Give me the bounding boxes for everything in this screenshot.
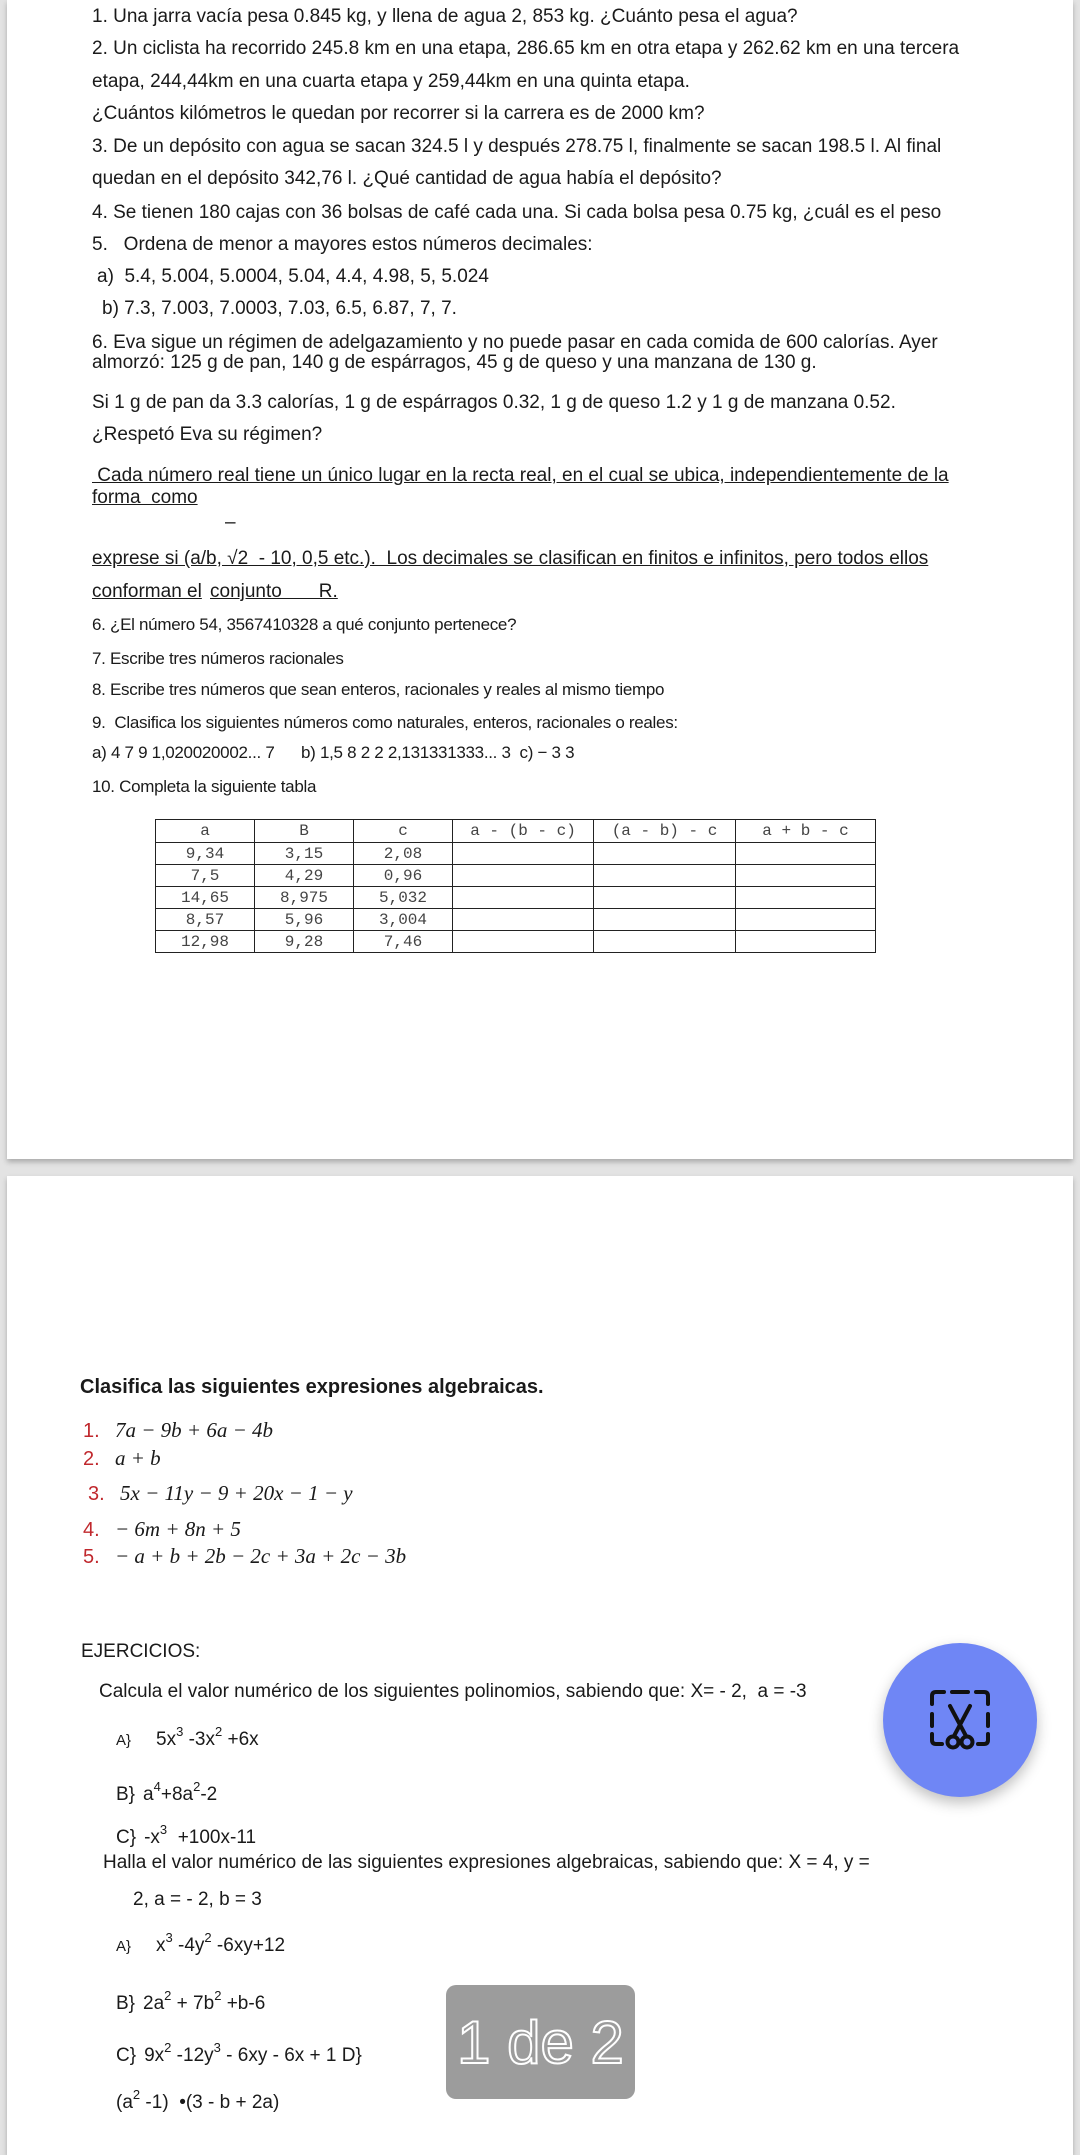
table-cell: 8,975 [255,887,354,909]
exponent: 3 [176,1724,184,1739]
screenshot-crop-button[interactable] [883,1643,1037,1797]
problem-6-question: ¿Respetó Eva su régimen? [92,424,323,445]
table-cell: 3,15 [255,843,354,865]
table-cell [736,843,876,865]
item-label: A} [116,1938,132,1955]
item-number: 1. [83,1420,100,1442]
expression: a + b [115,1446,161,1470]
list-item [88,1481,353,1507]
scissors-crop-icon [926,1688,994,1752]
exponent: 2 [215,1724,223,1739]
table-cell: 9,28 [255,931,354,953]
values-table [155,819,876,953]
table-cell [594,909,736,931]
table-cell: 9,34 [156,843,255,865]
item-label: A} [116,1732,132,1749]
problem-6-data: Si 1 g de pan da 3.3 calorías, 1 g de espárragos 0.32, 1 g de queso 1.2 y 1 g de manzana 0.52. [92,392,896,413]
question-9: 9. Clasifica los siguientes números como naturales, enteros, racionales o reales: [92,713,678,732]
expression: 5x − 11y − 9 + 20x − 1 − y [120,1481,353,1505]
table-cell [594,931,736,953]
real-numbers-text-3: conforman el [92,581,202,602]
calc-item-b [116,1779,218,1807]
term: 2a [143,1993,165,2014]
item-label: C} [116,1827,137,1848]
halla-instructions-cont: 2, a = - 2, b = 3 [133,1889,262,1910]
header-a-minus-b-minus-c: a - (b - c) [453,820,594,843]
list-item [83,1544,406,1570]
exponent: 3 [213,2040,221,2055]
problem-2-cont: etapa, 244,44km en una cuarta etapa y 259,44km en una quinta etapa. [92,71,690,92]
table-cell [453,909,594,931]
item-label: B} [116,1993,136,2014]
table-row [156,909,876,931]
classify-title: Clasifica las siguientes expresiones algebraicas. [80,1376,544,1398]
item-number: 3. [88,1483,105,1505]
table-row [156,931,876,953]
term: + 7b [171,1993,215,2014]
term: - 6xy - 6x + 1 D} [220,2045,362,2066]
problem-5b: b) 7.3, 7.003, 7.0003, 7.03, 6.5, 6.87, 7, 7. [102,298,457,319]
problem-4: 4. Se tienen 180 cajas con 36 bolsas de café cada una. Si cada bolsa pesa 0.75 kg, ¿cuál es el peso [92,202,942,223]
halla-item-a [116,1930,286,1959]
header-b: B [255,820,354,843]
table-cell [453,865,594,887]
term: -6xy+12 [211,1935,286,1956]
table-cell [594,843,736,865]
header-a-plus-b-minus-c: a + b - c [736,820,876,843]
term: +8a [160,1784,194,1805]
table-row [156,887,876,909]
problem-3-cont: quedan en el depósito 342,76 l. ¿Qué cantidad de agua había el depósito? [92,168,722,189]
list-item [83,1517,241,1543]
table-cell: 14,65 [156,887,255,909]
problem-2-question: ¿Cuántos kilómetros le quedan por recorrer si la carrera es de 2000 km? [92,103,705,124]
term: +b-6 [221,1993,266,2014]
item-number: 4. [83,1519,100,1541]
halla-item-b [116,1988,266,2016]
table-row [156,843,876,865]
exponent: 2 [214,1988,222,2003]
question-9-items: a) 4 7 9 1,020020002... 7 b) 1,5 8 2 2 2,131331333... 3 c) − 3 3 [92,743,575,762]
table-cell [594,887,736,909]
expression: − a + b + 2b − 2c + 3a + 2c − 3b [115,1544,407,1568]
term: a [143,1784,154,1805]
problem-5: 5. Ordena de menor a mayores estos números decimales: [92,234,593,255]
calc-item-a [116,1724,259,1753]
header-c: c [354,820,453,843]
header-a: a [156,820,255,843]
term: -x [144,1827,160,1848]
term: -3x [183,1729,215,1750]
table-cell [594,865,736,887]
table-cell: 2,08 [354,843,453,865]
list-item [83,1418,273,1444]
table-cell: 12,98 [156,931,255,953]
table-row [156,865,876,887]
table-cell: 7,5 [156,865,255,887]
exponent: 3 [165,1930,173,1945]
question-6: 6. ¿El número 54, 3567410328 a qué conjunto pertenece? [92,615,517,634]
item-label: B} [116,1784,136,1805]
problem-6-cont: almorzó: 125 g de pan, 140 g de espárragos, 45 g de queso y una manzana de 130 g. [92,352,817,373]
table-cell [453,887,594,909]
term: 9x [144,2045,165,2066]
question-7: 7. Escribe tres números racionales [92,649,344,668]
term: -2 [200,1784,218,1805]
term: +100x-11 [167,1827,257,1848]
table-cell [736,909,876,931]
exponent: 2 [164,2040,172,2055]
exponent: 2 [132,2087,141,2102]
table-cell: 4,29 [255,865,354,887]
table-cell [736,887,876,909]
halla-instructions: Halla el valor numérico de las siguientes expresiones algebraicas, sabiendo que: X = 4, y = [103,1852,870,1873]
calcula-instructions: Calcula el valor numérico de los siguientes polinomios, sabiendo que: X= - 2, a = -3 [99,1681,807,1702]
header-a-minus-b-then-minus-c: (a - b) - c [594,820,736,843]
term: -12y [171,2045,214,2066]
table-cell: 7,46 [354,931,453,953]
real-numbers-set: conjunto R. [210,581,338,602]
item-number: 5. [83,1546,100,1568]
real-numbers-text: Cada número real tiene un único lugar en la recta real, en el cual se ubica, independientemente de la [92,465,949,486]
list-item [83,1446,161,1472]
page-indicator-text: 1 de 2 [457,2008,624,2076]
table-cell: 3,004 [354,909,453,931]
problem-6: 6. Eva sigue un régimen de adelgazamiento y no puede pasar en cada comida de 600 calorías. Ayer [92,332,938,353]
table-cell [736,931,876,953]
expression: 7a − 9b + 6a − 4b [115,1418,274,1442]
exponent: 4 [153,1779,161,1794]
exponent: 2 [193,1779,201,1794]
document-page-1 [7,0,1073,1159]
calc-item-c [116,1822,257,1850]
real-numbers-text-cont: forma como [92,487,198,508]
question-8: 8. Escribe tres números que sean enteros, racionales y reales al mismo tiempo [92,680,665,699]
table-cell [453,843,594,865]
exponent: 3 [159,1822,168,1837]
table-cell: 5,96 [255,909,354,931]
term: 5x [156,1729,177,1750]
problem-1: 1. Una jarra vacía pesa 0.845 kg, y llena de agua 2, 853 kg. ¿Cuánto pesa el agua? [92,6,798,27]
term: -1) •(3 - b + 2a) [140,2092,280,2113]
expression: − 6m + 8n + 5 [115,1517,241,1541]
item-number: 2. [83,1448,100,1470]
item-label: C} [116,2045,137,2066]
question-10: 10. Completa la siguiente tabla [92,777,317,796]
term: x [156,1935,166,1956]
problem-3: 3. De un depósito con agua se sacan 324.5 l y después 278.75 l, finalmente se sacan 198.5 l. Al final [92,136,942,157]
term: -4y [172,1935,205,1956]
real-numbers-text-2: exprese si (a/b, √2 - 10, 0,5 etc.). Los decimales se clasifican en finitos e infinitos, pero todos ellos [92,548,929,569]
problem-5a: a) 5.4, 5.004, 5.0004, 5.04, 4.4, 4.98, 5, 5.024 [97,266,489,287]
table-header-row [156,820,876,843]
table-cell [453,931,594,953]
table-cell: 0,96 [354,865,453,887]
dash-mark: – [225,512,236,533]
problem-2: 2. Un ciclista ha recorrido 245.8 km en una etapa, 286.65 km en otra etapa y 262.62 km en una tercera [92,38,960,59]
page-indicator [446,1985,635,2099]
table-cell: 5,032 [354,887,453,909]
table-cell: 8,57 [156,909,255,931]
table-cell [736,865,876,887]
halla-item-c [116,2040,362,2068]
exponent: 2 [164,1988,172,2003]
exercises-title: EJERCICIOS: [81,1641,201,1662]
term: +6x [222,1729,259,1750]
term: (a [116,2092,133,2113]
halla-item-d [116,2087,280,2115]
exponent: 2 [204,1930,212,1945]
